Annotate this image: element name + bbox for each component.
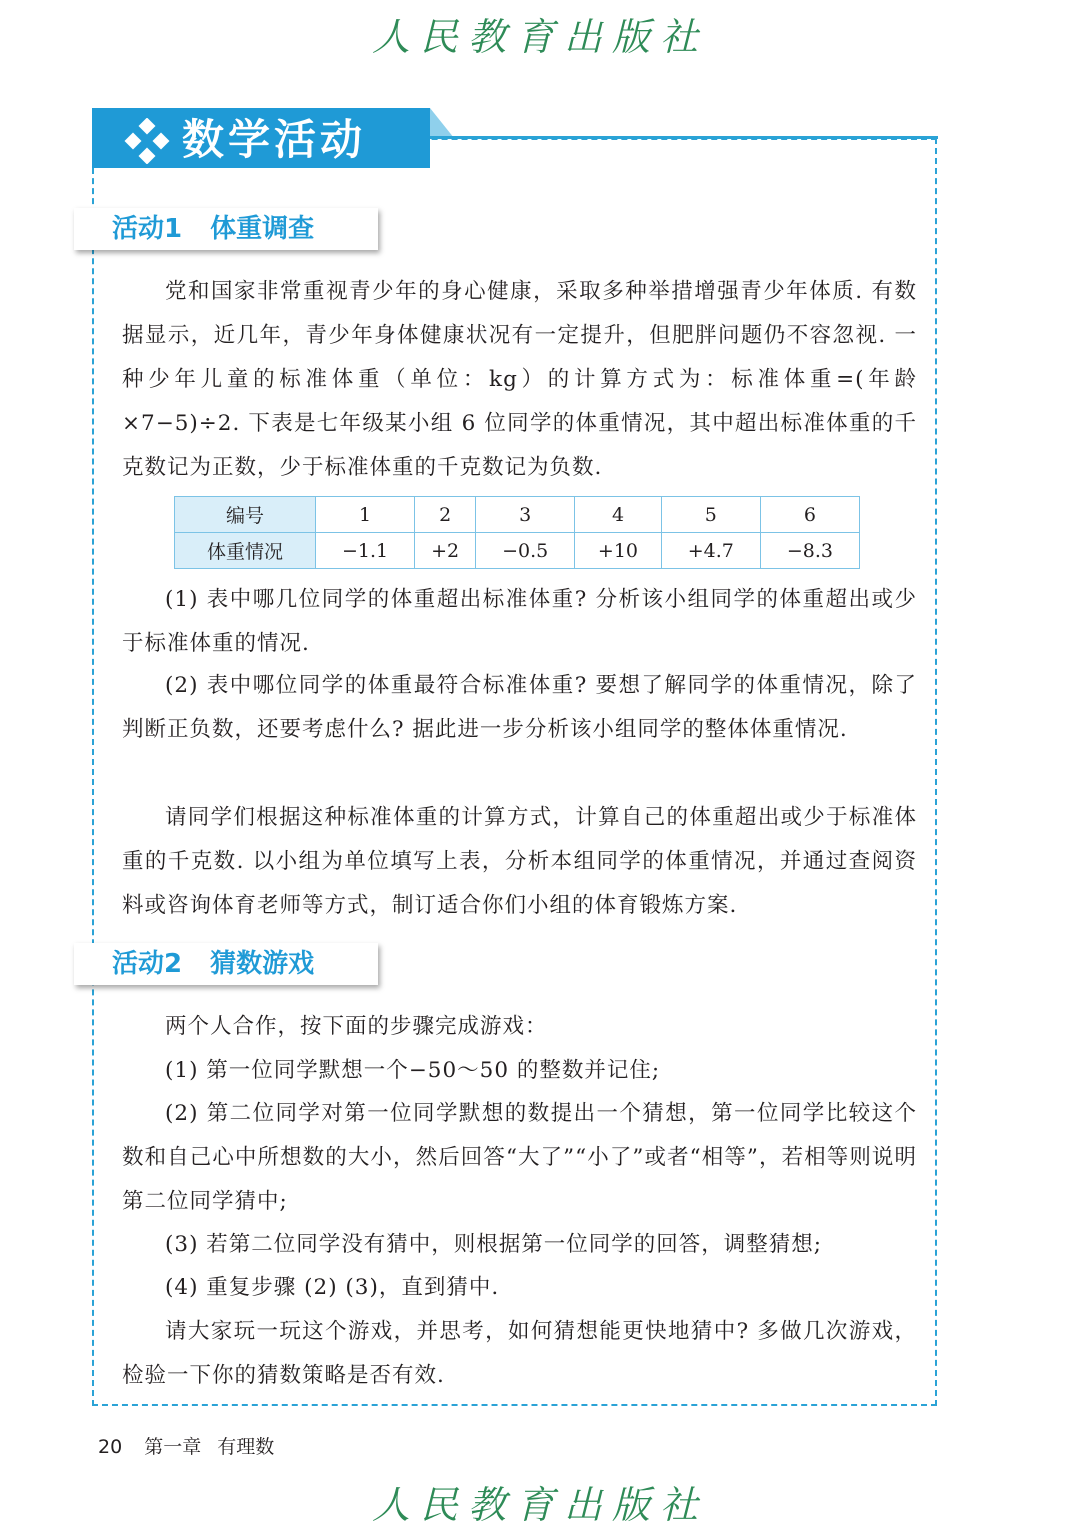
table-cell-id: 4 [575,497,661,533]
activity1-label: 活动1 [112,214,183,244]
table-row [175,497,860,533]
table-cell-weight: −1.1 [316,533,415,569]
publisher-watermark-top: 人民教育出版社 [371,15,708,59]
diamond-cluster-icon [124,118,170,164]
banner-rule [430,136,938,139]
table-cell-weight: +4.7 [661,533,760,569]
activity2-intro: 两个人合作，按下面的步骤完成游戏： [165,1014,548,1039]
activity2-step-2: (2) 第二位同学对第一位同学默想的数提出一个猜想，第一位同学比较这个数和自己心中所想数的大小，然后回答“大了”“小了”或者“相等”，若相等则说明第二位同学猜中; [122,1101,917,1214]
table-cell-weight: +2 [415,533,476,569]
activity1-question-1: (1) 表中哪几位同学的体重超出标准体重? 分析该小组同学的体重超出或少于标准体重的情况. [122,587,917,656]
activity1-question-2: (2) 表中哪位同学的体重最符合标准体重? 要想了解同学的体重情况，除了判断正负数，还要考虑什么? 据此进一步分析该小组同学的整体体重情况. [122,673,917,742]
activity2-closing: 请大家玩一玩这个游戏，并思考，如何猜想能更快地猜中? 多做几次游戏，检验一下你的猜数策略是否有效. [122,1319,917,1388]
table-cell-weight: +10 [575,533,661,569]
activity1-intro: 党和国家非常重视青少年的身心健康，采取多种举措增强青少年体质. 有数据显示，近几年，青少年身体健康状况有一定提升，但肥胖问题仍不容忽视. 一种少年儿童的标准体重（单位：kg）的计算方式为：标准体重=(年龄×7−5)÷2. 下表是七年级某小组 6 位同学的体重情况，其中超出标准体重的千克数记为正数，少于标准体重的千克数记为负数. [122,279,917,480]
page-number: 20 [98,1436,123,1458]
activity1-title: 体重调查 [210,214,315,244]
table-cell-id: 1 [316,497,415,533]
table-cell-id: 5 [661,497,760,533]
table-row [175,533,860,569]
table-header-weight: 体重情况 [175,533,316,569]
publisher-watermark-bottom: 人民教育出版社 [371,1483,708,1527]
table-cell-weight: −0.5 [476,533,575,569]
banner-tail [430,108,454,138]
activity2-title: 猜数游戏 [210,949,315,979]
activity2-step-3: (3) 若第二位同学没有猜中，则根据第一位同学的回答，调整猜想; [165,1232,823,1257]
activity2-step-4: (4) 重复步骤 (2) (3)，直到猜中. [165,1275,500,1300]
chapter-label: 第一章 [144,1436,202,1458]
table-cell-id: 6 [760,497,859,533]
table-header-id: 编号 [175,497,316,533]
weight-table [174,496,860,569]
activity1-tab [74,208,378,250]
activity2-tab [74,943,378,985]
chapter-title: 有理数 [217,1436,275,1458]
table-cell-weight: −8.3 [760,533,859,569]
table-cell-id: 2 [415,497,476,533]
section-title: 数学活动 [182,115,367,164]
activity1-closing: 请同学们根据这种标准体重的计算方式，计算自己的体重超出或少于标准体重的千克数. 以小组为单位填写上表，分析本组同学的体重情况，并通过查阅资料或咨询体育老师等方式，制订适合你们小组的体育锻炼方案. [122,805,917,918]
activity2-step-1: (1) 第一位同学默想一个−50～50 的整数并记住; [165,1058,661,1083]
table-cell-id: 3 [476,497,575,533]
activity2-label: 活动2 [112,949,183,979]
page-footer [98,1434,274,1460]
